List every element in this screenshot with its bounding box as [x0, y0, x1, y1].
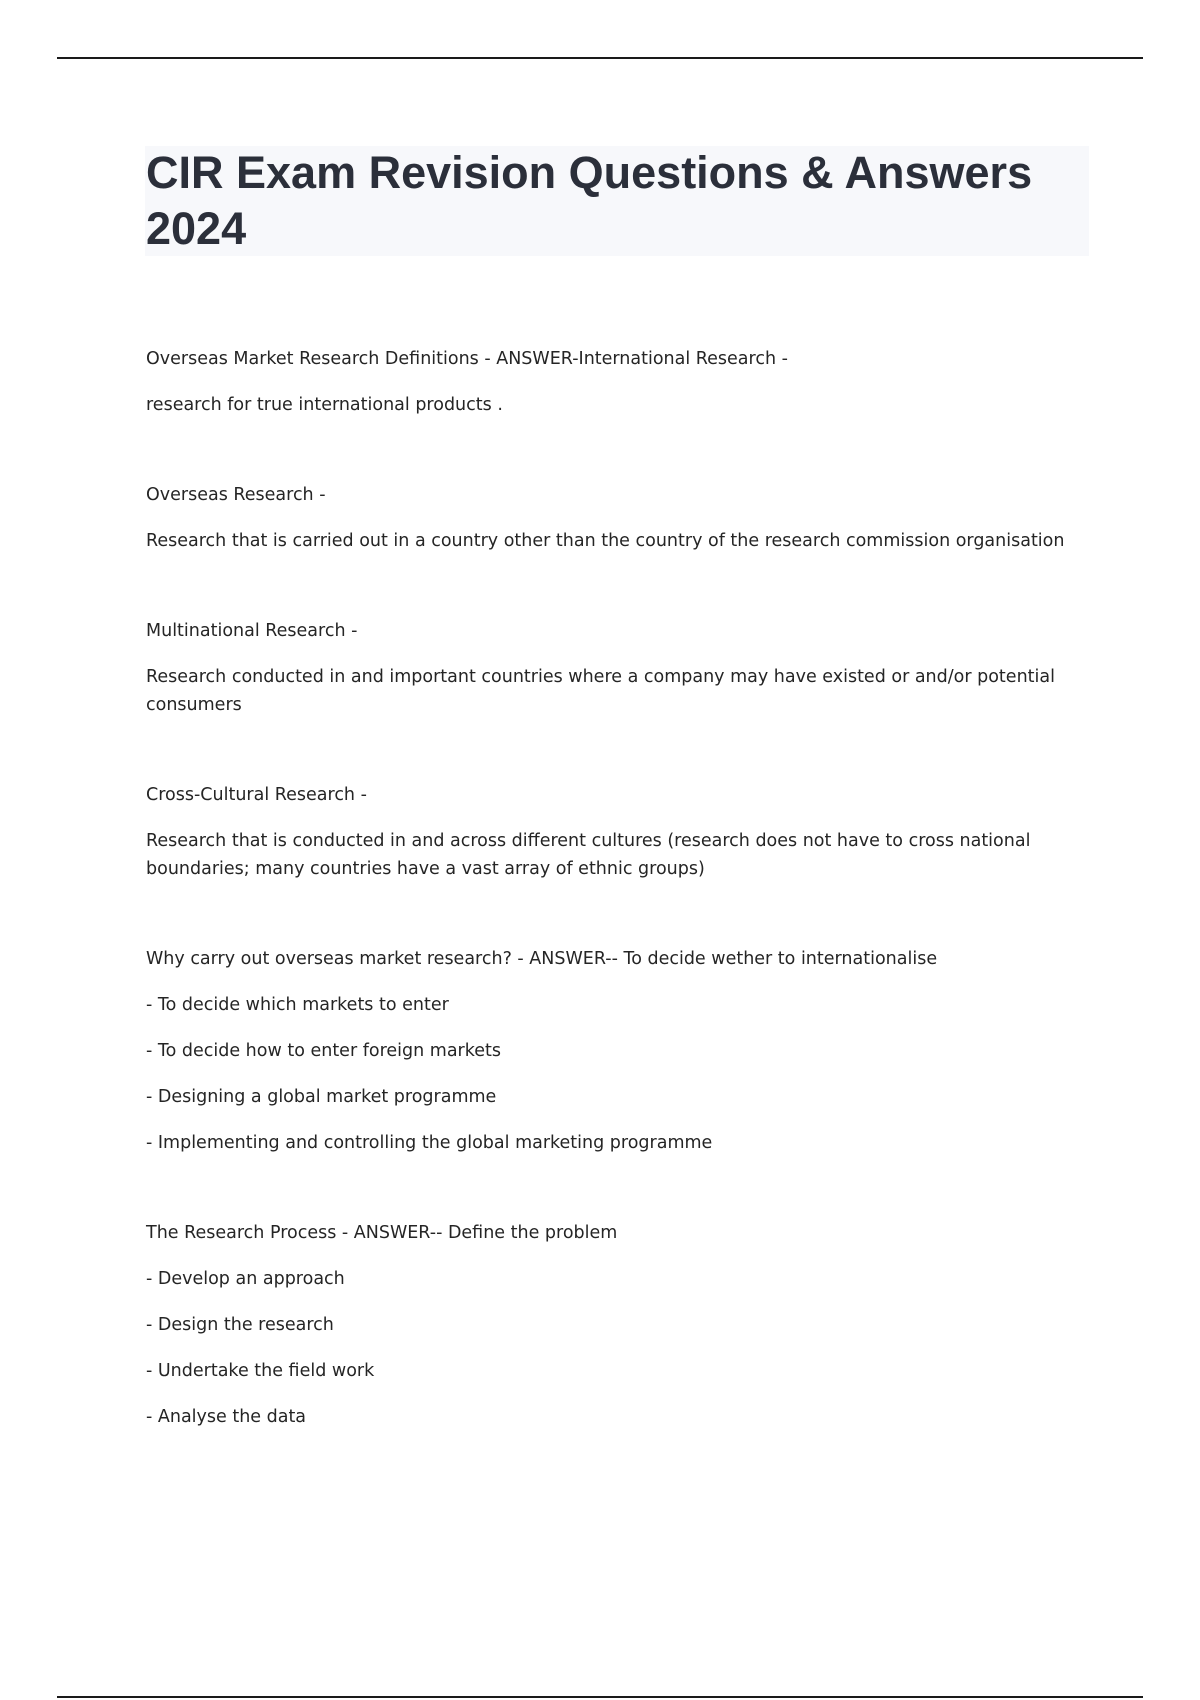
top-rule: [57, 57, 1143, 59]
question-text: The Research Process - ANSWER-- Define the problem: [146, 1223, 618, 1243]
qa-section: [146, 781, 1086, 883]
question-text: Why carry out overseas market research? - ANSWER-- To decide wether to internationalise: [146, 949, 938, 969]
answer-line: - Designing a global market programme: [146, 1087, 497, 1107]
qa-section: [146, 617, 1086, 719]
answer-line: Research conducted in and important countries where a company may have existed or and/or potential consumers: [146, 667, 1055, 715]
answer-line: - Implementing and controlling the global marketing programme: [146, 1133, 713, 1153]
question-text: Multinational Research -: [146, 621, 358, 641]
answer-line: - Develop an approach: [146, 1269, 345, 1289]
answer-line: - To decide which markets to enter: [146, 995, 449, 1015]
qa-section: [146, 1219, 1086, 1431]
answer-line: Research that is carried out in a country other than the country of the research commission organisation: [146, 531, 1065, 551]
qa-section: [146, 945, 1086, 1157]
qa-section: [146, 481, 1086, 555]
answer-line: - Analyse the data: [146, 1407, 307, 1427]
answer-line: - Undertake the field work: [146, 1361, 375, 1381]
document-title: CIR Exam Revision Questions & Answers 2024: [146, 147, 1033, 254]
qa-section: [146, 345, 1086, 419]
document-body: [146, 345, 1086, 1431]
question-text: Overseas Market Research Definitions - ANSWER-International Research -: [146, 349, 788, 369]
answer-line: - To decide how to enter foreign markets: [146, 1041, 501, 1061]
answer-line: - Design the research: [146, 1315, 334, 1335]
bottom-rule: [57, 1696, 1143, 1698]
question-text: Overseas Research -: [146, 485, 326, 505]
answer-line: research for true international products .: [146, 395, 503, 415]
question-text: Cross-Cultural Research -: [146, 785, 367, 805]
answer-line: Research that is conducted in and across different cultures (research does not have to cross national boundaries; many countries have a vast array of ethnic groups): [146, 831, 1031, 879]
